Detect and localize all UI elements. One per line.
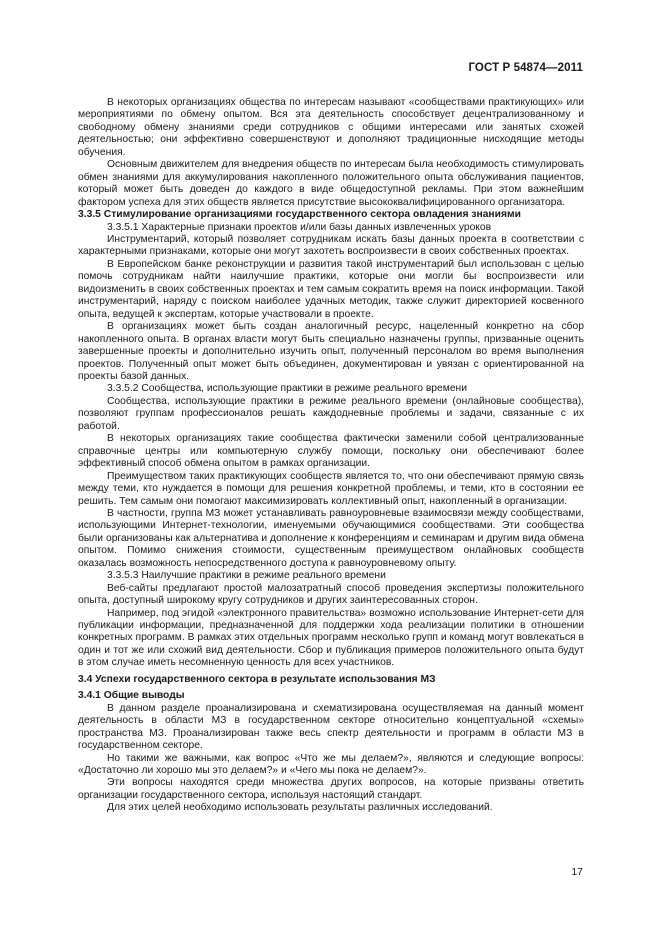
paragraph: В организациях может быть создан аналогичный ресурс, нацеленный конкретно на сбор накопленного опыта. В органах власти могут быть специально назначены группы, призванные оценить завершенные проекты и дополнительно изучить опыт, полученный персоналом во время выполнения проектов. Полученный опыт может быть объединен, документирован и увязан с ориентированной на проекты базой данных. — [78, 321, 584, 382]
page-number: 17 — [571, 866, 583, 878]
subsection-heading: 3.3.5.3 Наилучшие практики в режиме реального времени — [107, 570, 386, 582]
section-heading: 3.4 Успехи государственного сектора в результате использования МЗ — [78, 673, 436, 685]
paragraph: Преимуществом таких практикующих сообществ является то, что они обеспечивают прямую связь между теми, кто нуждается в помощи для решения конкретной проблемы, и теми, кто в состоянии ее решить. Тем самым они помогают максимизировать коллективный опыт, накопленный в организации. — [78, 470, 584, 507]
paragraph: В некоторых организациях общества по интересам называют «сообществами практикующих» или мероприятиями по обмену опытом. Вся эта деятельность способствует децентрализованному и свободному обмену знаниями среди сотрудников с общими интересами или занятых схожей деятельностью; они эффективно совершенствуют и дополняют традиционные нисходящие методы обучения. — [78, 97, 584, 158]
paragraph: Эти вопросы находятся среди множества других вопросов, на которые призваны ответить организации государственного сектора, используя настоящий стандарт. — [78, 777, 584, 801]
section-heading: 3.3.5 Стимулирование организациями государственного сектора овладения знаниями — [78, 209, 521, 221]
paragraph: В Европейском банке реконструкции и развития такой инструментарий был использован с целью помочь сотрудникам найти наилучшие практики, которые они могли бы воспроизвести или видоизменить в своих собственных проектах и тем самым сократить время на поиск информации. Такой инструментарий, наряду с поиском наиболее удачных методик, также служит директорией косвенного опыта, ведущей к экспертам, которые участвовали в проекте. — [78, 258, 584, 320]
document-id-header: ГОСТ Р 54874—2011 — [468, 62, 583, 74]
paragraph: В некоторых организациях такие сообщества фактически заменили собой централизованные справочные центры или компьютерную службу помощи, поскольку они обеспечивают более эффективный способ обмена опытом в рамках организации. — [78, 433, 584, 470]
paragraph: Сообщества, использующие практики в режиме реального времени (онлайновые сообщества), позволяют группам профессионалов решать каждодневные проблемы и задачи, связанные с их работой. — [78, 395, 584, 432]
paragraph: В частности, группа МЗ может устанавливать равноуровневые взаимосвязи между сообществами, использующими Интернет-технологии, именуемыми обучающимися сообществами. Эти сообщества были организованы как альтернатива и дополнение к конференциям и семинарам и другим вида обмена опытом. Помимо снижения стоимости, существенным преимуществом онлайновых сообществ оказалась возможность непосредственного доступа к равноуровневому опыту. — [78, 507, 584, 569]
paragraph: Для этих целей необходимо использовать результаты различных исследований. — [107, 802, 493, 814]
paragraph: В данном разделе проанализирована и схематизирована осуществляемая на данный момент деятельность в области МЗ в государственном секторе относительно концептуальной «схемы» пространства МЗ. Проанализирован также весь спектр деятельности и программ в области МЗ в государственном секторе. — [78, 702, 584, 752]
paragraph: Инструментарий, который позволяет сотрудникам искать базы данных проекта в соответствии с характерными признаками, которые они могут захотеть воспроизвести в своих собственных проектах. — [78, 233, 584, 258]
body-text — [78, 97, 584, 815]
subsection-heading: 3.4.1 Общие выводы — [78, 690, 185, 702]
paragraph: Основным движителем для внедрения обществ по интересам была необходимость стимулировать обмен знаниями для аккумулирования накопленного положительного опыта обслуживания пациентов, который может быть доведен до каждого в виде общедоступной рекламы. При этом важнейшим фактором успеха для этих обществ является присутствие высококвалифицированного организатора. — [78, 159, 584, 208]
subsection-heading: 3.3.5.2 Сообщества, использующие практики в режиме реального времени — [107, 383, 467, 395]
paragraph: Например, под эгидой «электронного правительства» возможно использование Интернет-сети для публикации информации, предназначенной для поддержки хода реализации политики в отношении конкретных программ. В рамках этих отдельных программ несколько групп и команд могут вовлекаться в один и тот же или схожий вид деятельности. Сбор и публикация примеров положительного опыта будут в этом случае иметь несомненную ценность для всех участников. — [78, 607, 584, 669]
paragraph: Веб-сайты предлагают простой малозатратный способ проведения экспертизы положительного опыта, доступный широкому кругу сотрудников и других заинтересованных сторон. — [78, 582, 584, 607]
subsection-heading: 3.3.5.1 Характерные признаки проектов и/или базы данных извлеченных уроков — [107, 221, 492, 233]
paragraph: Но такими же важными, как вопрос «Что же мы делаем?», являются и следующие вопросы: «Достаточно ли хорошо мы это делаем?» и «Чего мы пока не делаем?». — [78, 752, 584, 777]
